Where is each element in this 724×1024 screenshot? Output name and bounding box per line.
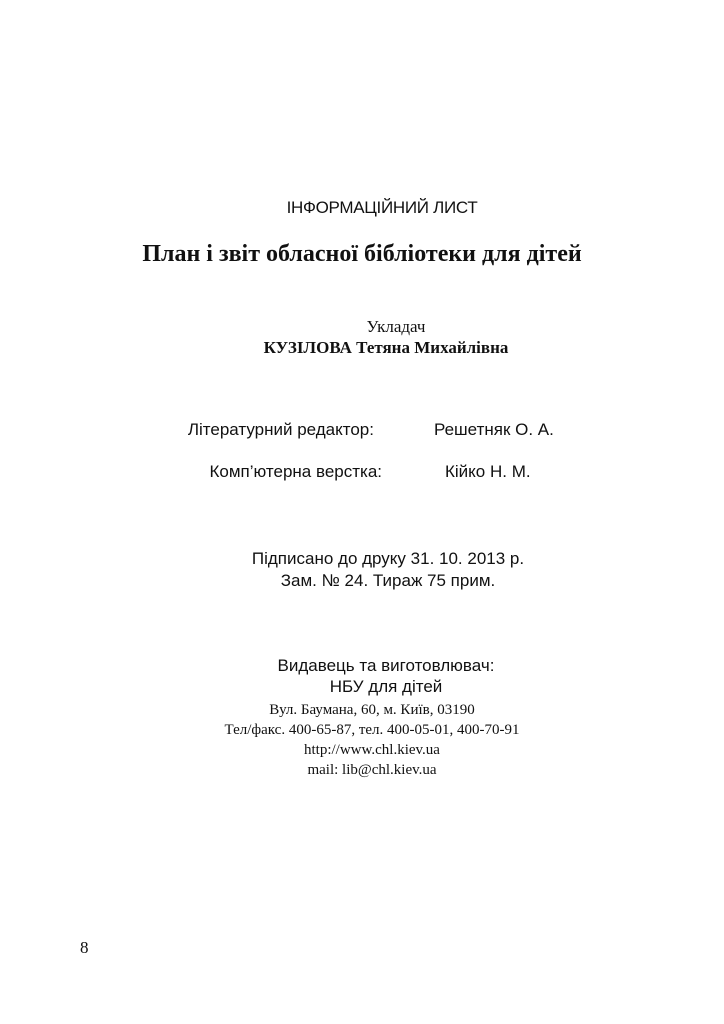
publisher-contacts	[10, 700, 724, 780]
compiler-label: Укладач	[366, 317, 426, 336]
credit-person: Кійко Н. М.	[445, 462, 531, 481]
signed-for-print-line: Підписано до друку 31. 10. 2013 р.	[251, 549, 525, 568]
publisher-phones: Тел/факс. 400-65-87, тел. 400-05-01, 400-70-91	[224, 722, 520, 738]
publisher-website: http://www.chl.kiev.ua	[304, 742, 440, 758]
compiler-name	[24, 338, 724, 358]
publisher-address: Вул. Баумана, 60, м. Київ, 03190	[269, 702, 475, 718]
document-type-label: ІНФОРМАЦІЙНИЙ ЛИСТ	[286, 198, 478, 217]
credit-person: Решетняк О. А.	[434, 420, 554, 439]
order-circulation-line: Зам. № 24. Тираж 75 прим.	[280, 571, 496, 590]
compiler-given-names: Тетяна Михайлівна	[356, 338, 509, 357]
page-number: 8	[80, 938, 89, 957]
document-title: План і звіт обласної бібліотеки для дітей	[142, 241, 582, 267]
publisher-email: mail: lib@chl.kiev.ua	[307, 762, 437, 778]
credit-role: Літературний редактор:	[187, 420, 374, 439]
publisher-label: Видавець та виготовлювач:	[277, 656, 495, 675]
compiler-surname: КУЗІЛОВА	[263, 338, 352, 357]
publisher-name: НБУ для дітей	[329, 677, 443, 696]
credit-role: Комп’ютерна верстка:	[209, 462, 382, 481]
printing-info	[26, 548, 724, 592]
